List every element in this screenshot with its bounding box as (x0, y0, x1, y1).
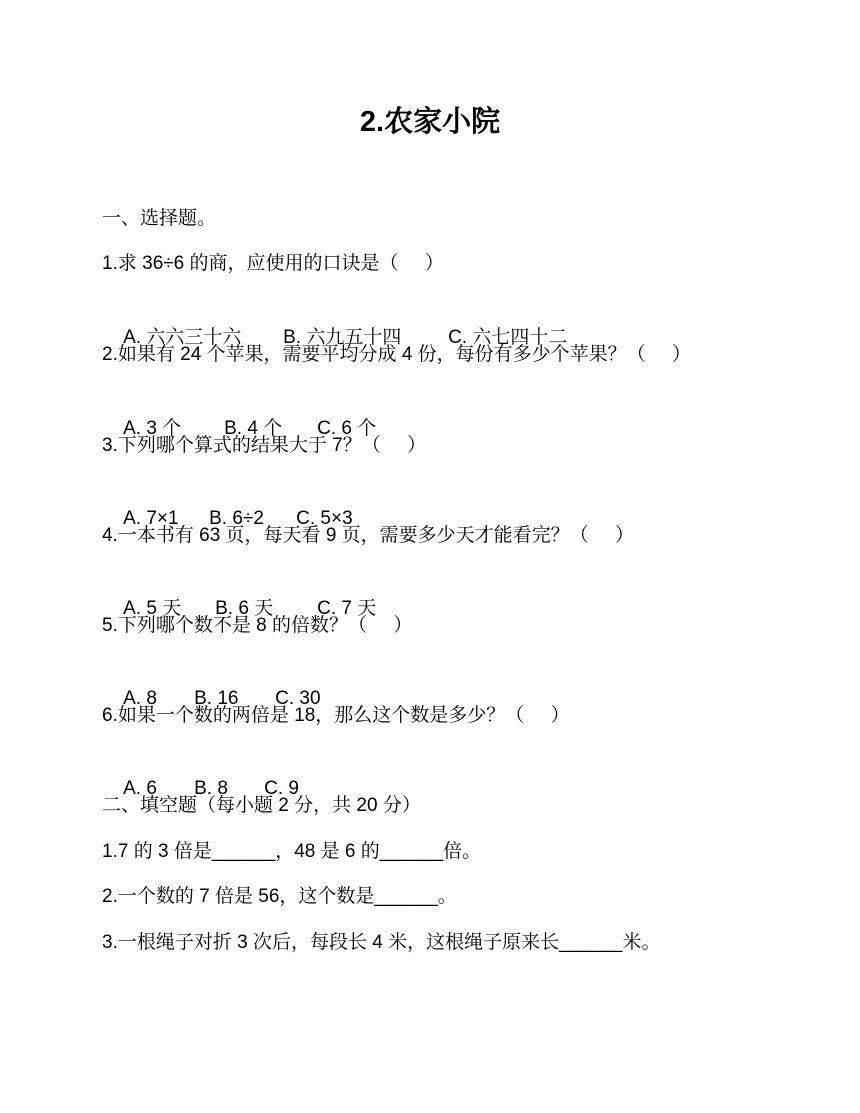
question-6: 6.如果一个数的两倍是 18，那么这个数是多少？（ ） (102, 705, 570, 726)
question-3: 3.下列哪个算式的结果大于 7？（ ） (102, 435, 427, 456)
option-a: A. 3 个 (123, 418, 182, 439)
question-5: 5.下列哪个数不是 8 的倍数？（ ） (102, 615, 413, 636)
option-c: C. 六七四十二 (448, 327, 568, 348)
option-b: B. 六九五十四 (283, 327, 402, 348)
fill-question-1: 1.7 的 3 倍是______，48 是 6 的______倍。 (102, 841, 482, 862)
page-title: 2.农家小院 (359, 106, 501, 138)
question-2: 2.如果有 24 个苹果，需要平均分成 4 份，每份有多少个苹果？（ ） (102, 344, 692, 365)
fill-question-3: 3.一根绳子对折 3 次后，每段长 4 米，这根绳子原来长______米。 (102, 932, 661, 953)
option-b: B. 16 (194, 688, 239, 709)
question-1: 1.求 36÷6 的商，应使用的口诀是（ ） (102, 253, 444, 274)
option-c: C. 6 个 (317, 418, 377, 439)
fill-question-2: 2.一个数的 7 倍是 56，这个数是______。 (102, 886, 457, 907)
option-a: A. 5 天 (123, 598, 182, 619)
option-c: C. 5×3 (296, 508, 353, 529)
option-a: A. 6 (123, 778, 157, 799)
question-4: 4.一本书有 63 页，每天看 9 页，需要多少天才能看完？（ ） (102, 525, 635, 546)
option-b: B. 4 个 (224, 418, 283, 439)
option-c: C. 9 (264, 778, 299, 799)
option-b: B. 6÷2 (209, 508, 264, 529)
option-c: C. 30 (275, 688, 321, 709)
section-heading-fill-blank: 二、填空题（每小题 2 分，共 20 分） (102, 795, 421, 816)
section-heading-choice: 一、选择题。 (102, 208, 217, 229)
option-a: A. 8 (123, 688, 157, 709)
option-b: B. 8 (194, 778, 228, 799)
option-b: B. 6 天 (215, 598, 274, 619)
option-a: A. 六六三十六 (123, 327, 242, 348)
option-c: C. 7 天 (317, 598, 377, 619)
option-a: A. 7×1 (123, 508, 179, 529)
